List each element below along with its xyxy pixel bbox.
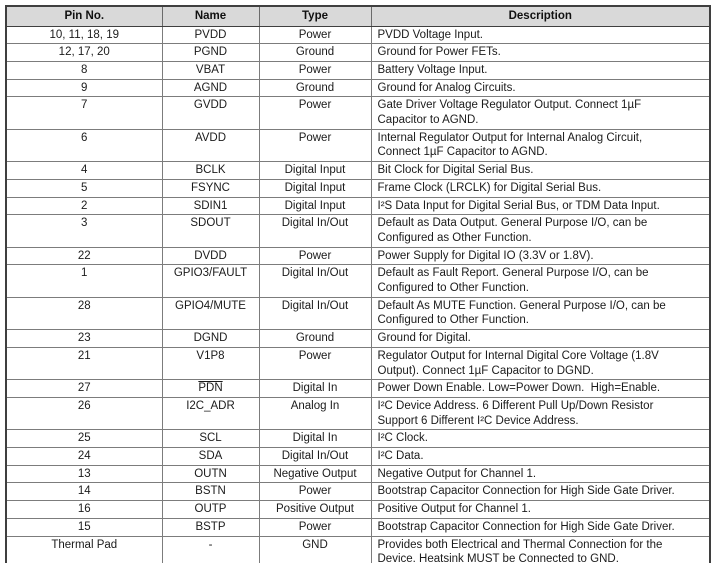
cell-description: Default as Data Output. General Purpose I/O, can be Configured as Other Function. xyxy=(371,215,710,247)
cell-description: Power Supply for Digital IO (3.3V or 1.8V). xyxy=(371,247,710,265)
pin-table-header xyxy=(6,6,710,26)
column-header-name: Name xyxy=(162,6,259,26)
cell-name: SDA xyxy=(162,448,259,466)
cell-pin-no: 25 xyxy=(6,430,162,448)
cell-description: Ground for Analog Circuits. xyxy=(371,79,710,97)
table-row xyxy=(6,44,710,62)
table-row xyxy=(6,501,710,519)
cell-name: SDIN1 xyxy=(162,197,259,215)
table-row xyxy=(6,247,710,265)
cell-name: I2C_ADR xyxy=(162,397,259,429)
cell-pin-no: 13 xyxy=(6,465,162,483)
cell-type: Power xyxy=(259,518,371,536)
cell-description: Ground for Digital. xyxy=(371,330,710,348)
cell-type: Power xyxy=(259,129,371,161)
cell-name: BSTP xyxy=(162,518,259,536)
cell-name: SDOUT xyxy=(162,215,259,247)
column-header-type: Type xyxy=(259,6,371,26)
table-row xyxy=(6,179,710,197)
cell-pin-no: 5 xyxy=(6,179,162,197)
cell-pin-no: 3 xyxy=(6,215,162,247)
table-row xyxy=(6,536,710,563)
cell-pin-no: 22 xyxy=(6,247,162,265)
cell-name: OUTP xyxy=(162,501,259,519)
cell-name: AVDD xyxy=(162,129,259,161)
pin-table-body xyxy=(6,26,710,563)
column-header-description: Description xyxy=(371,6,710,26)
cell-pin-no: 27 xyxy=(6,380,162,398)
cell-pin-no: Thermal Pad xyxy=(6,536,162,563)
cell-pin-no: 24 xyxy=(6,448,162,466)
cell-type: GND xyxy=(259,536,371,563)
table-row xyxy=(6,197,710,215)
cell-type: Digital In/Out xyxy=(259,215,371,247)
cell-name: - xyxy=(162,536,259,563)
cell-name: GPIO4/MUTE xyxy=(162,297,259,329)
table-row xyxy=(6,518,710,536)
table-row xyxy=(6,61,710,79)
cell-description: Default As MUTE Function. General Purpose I/O, can be Configured to Other Function. xyxy=(371,297,710,329)
cell-pin-no: 4 xyxy=(6,162,162,180)
cell-pin-no: 7 xyxy=(6,97,162,129)
table-row xyxy=(6,483,710,501)
table-row xyxy=(6,347,710,379)
cell-name: AGND xyxy=(162,79,259,97)
cell-name: V1P8 xyxy=(162,347,259,379)
cell-name: $\overline{PDN}$ xyxy=(162,380,259,398)
cell-type: Digital In xyxy=(259,380,371,398)
cell-type: Power xyxy=(259,97,371,129)
cell-description: Regulator Output for Internal Digital Core Voltage (1.8V Output). Connect 1µF Capacitor to DGND. xyxy=(371,347,710,379)
cell-name: GVDD xyxy=(162,97,259,129)
cell-name: DVDD xyxy=(162,247,259,265)
cell-description: I²C Device Address. 6 Different Pull Up/Down Resistor Support 6 Different I²C Device Address. xyxy=(371,397,710,429)
cell-type: Power xyxy=(259,26,371,44)
header-row xyxy=(6,6,710,26)
cell-name: FSYNC xyxy=(162,179,259,197)
cell-pin-no: 23 xyxy=(6,330,162,348)
cell-description: Default as Fault Report. General Purpose I/O, can be Configured to Other Function. xyxy=(371,265,710,297)
cell-type: Power xyxy=(259,347,371,379)
table-row xyxy=(6,79,710,97)
cell-description: Bit Clock for Digital Serial Bus. xyxy=(371,162,710,180)
cell-name: DGND xyxy=(162,330,259,348)
cell-type: Power xyxy=(259,483,371,501)
cell-type: Ground xyxy=(259,330,371,348)
cell-description: Negative Output for Channel 1. xyxy=(371,465,710,483)
table-row xyxy=(6,297,710,329)
cell-description: Ground for Power FETs. xyxy=(371,44,710,62)
cell-description: Frame Clock (LRCLK) for Digital Serial Bus. xyxy=(371,179,710,197)
cell-type: Digital In/Out xyxy=(259,448,371,466)
cell-description: Bootstrap Capacitor Connection for High Side Gate Driver. xyxy=(371,518,710,536)
cell-pin-no: 15 xyxy=(6,518,162,536)
cell-description: I²C Clock. xyxy=(371,430,710,448)
cell-description: Battery Voltage Input. xyxy=(371,61,710,79)
cell-description: I²S Data Input for Digital Serial Bus, or TDM Data Input. xyxy=(371,197,710,215)
cell-name: OUTN xyxy=(162,465,259,483)
cell-type: Digital Input xyxy=(259,179,371,197)
table-row xyxy=(6,215,710,247)
cell-description: Gate Driver Voltage Regulator Output. Connect 1µF Capacitor to AGND. xyxy=(371,97,710,129)
cell-pin-no: 9 xyxy=(6,79,162,97)
table-row xyxy=(6,129,710,161)
cell-description: I²C Data. xyxy=(371,448,710,466)
cell-type: Analog In xyxy=(259,397,371,429)
cell-pin-no: 26 xyxy=(6,397,162,429)
cell-type: Digital In/Out xyxy=(259,297,371,329)
cell-pin-no: 8 xyxy=(6,61,162,79)
cell-pin-no: 12, 17, 20 xyxy=(6,44,162,62)
cell-type: Positive Output xyxy=(259,501,371,519)
cell-name: PGND xyxy=(162,44,259,62)
cell-type: Digital In xyxy=(259,430,371,448)
cell-pin-no: 2 xyxy=(6,197,162,215)
cell-description: PVDD Voltage Input. xyxy=(371,26,710,44)
cell-type: Digital Input xyxy=(259,162,371,180)
column-header-pin-no: Pin No. xyxy=(6,6,162,26)
table-row xyxy=(6,448,710,466)
table-row xyxy=(6,397,710,429)
cell-type: Ground xyxy=(259,79,371,97)
cell-name: BCLK xyxy=(162,162,259,180)
cell-type: Power xyxy=(259,247,371,265)
table-row xyxy=(6,97,710,129)
cell-pin-no: 28 xyxy=(6,297,162,329)
cell-name: GPIO3/FAULT xyxy=(162,265,259,297)
cell-type: Digital Input xyxy=(259,197,371,215)
table-row xyxy=(6,465,710,483)
cell-type: Negative Output xyxy=(259,465,371,483)
cell-description: Power Down Enable. Low=Power Down. High=Enable. xyxy=(371,380,710,398)
cell-pin-no: 14 xyxy=(6,483,162,501)
cell-pin-no: 10, 11, 18, 19 xyxy=(6,26,162,44)
cell-type: Power xyxy=(259,61,371,79)
cell-name: SCL xyxy=(162,430,259,448)
cell-description: Positive Output for Channel 1. xyxy=(371,501,710,519)
cell-name: PVDD xyxy=(162,26,259,44)
cell-description: Bootstrap Capacitor Connection for High Side Gate Driver. xyxy=(371,483,710,501)
table-row xyxy=(6,26,710,44)
cell-description: Internal Regulator Output for Internal Analog Circuit, Connect 1µF Capacitor to AGND. xyxy=(371,129,710,161)
cell-pin-no: 1 xyxy=(6,265,162,297)
cell-pin-no: 16 xyxy=(6,501,162,519)
cell-name: BSTN xyxy=(162,483,259,501)
table-row xyxy=(6,265,710,297)
table-row xyxy=(6,380,710,398)
table-row xyxy=(6,330,710,348)
cell-name: VBAT xyxy=(162,61,259,79)
table-row xyxy=(6,162,710,180)
cell-pin-no: 6 xyxy=(6,129,162,161)
cell-pin-no: 21 xyxy=(6,347,162,379)
cell-type: Ground xyxy=(259,44,371,62)
cell-type: Digital In/Out xyxy=(259,265,371,297)
cell-description: Provides both Electrical and Thermal Connection for the Device. Heatsink MUST be Connected to GND. xyxy=(371,536,710,563)
pin-table xyxy=(5,5,711,563)
table-row xyxy=(6,430,710,448)
